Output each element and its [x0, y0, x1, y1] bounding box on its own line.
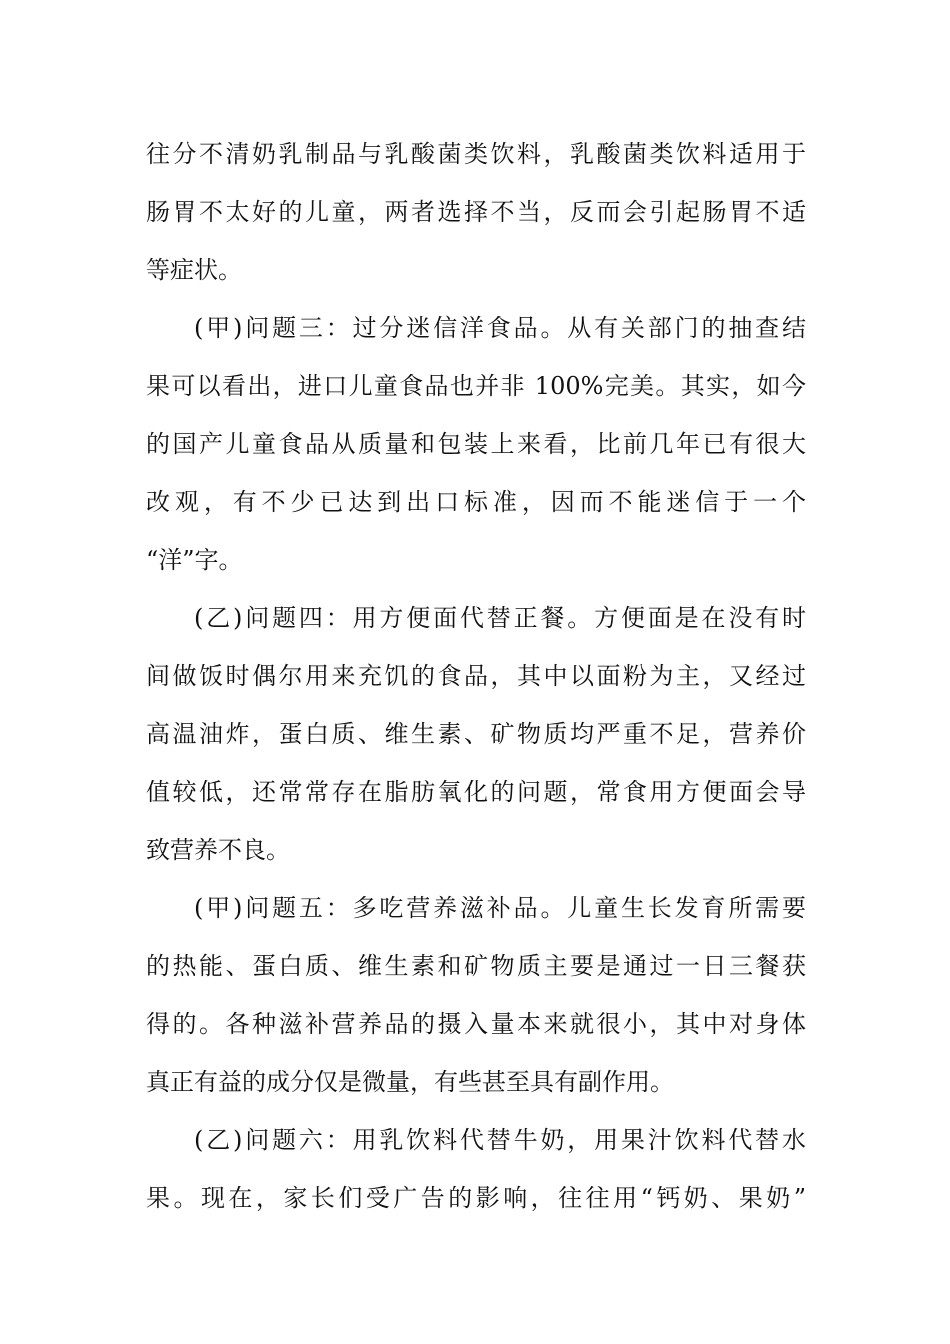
text-line: 肠胃不太好的儿童，两者选择不当，反而会引起肠胃不适: [146, 198, 806, 226]
text-line: 得的。各种滋补营养品的摄入量本来就很小，其中对身体: [146, 1010, 806, 1038]
paragraph-first-line: (甲)问题五：多吃营养滋补品。儿童生长发育所需要: [194, 894, 806, 922]
paragraph-first-line: (甲)问题三：过分迷信洋食品。从有关部门的抽查结: [194, 314, 806, 342]
document-body: [146, 125, 806, 1227]
paragraph-first-line: (乙)问题四：用方便面代替正餐。方便面是在没有时: [194, 604, 806, 632]
text-line: 致营养不良。: [146, 836, 290, 864]
text-line: 的热能、蛋白质、维生素和矿物质主要是通过一日三餐获: [146, 952, 806, 980]
text-line: 值较低，还常常存在脂肪氧化的问题，常食用方便面会导: [146, 778, 806, 806]
text-line: 的国产儿童食品从质量和包装上来看，比前几年已有很大: [146, 430, 806, 458]
text-line: 间做饭时偶尔用来充饥的食品，其中以面粉为主，又经过: [146, 662, 806, 690]
text-line: 果可以看出，进口儿童食品也并非 100%完美。其实，如今: [146, 372, 806, 400]
paragraph-first-line: (乙)问题六：用乳饮料代替牛奶，用果汁饮料代替水: [194, 1126, 806, 1154]
text-line: 往分不清奶乳制品与乳酸菌类饮料，乳酸菌类饮料适用于: [146, 140, 806, 168]
text-line: 果。现在，家长们受广告的影响，往往用“钙奶、果奶”: [146, 1184, 806, 1212]
text-line: 改观，有不少已达到出口标准，因而不能迷信于一个: [146, 488, 806, 516]
text-line: 等症状。: [146, 256, 242, 284]
text-line: “洋”字。: [146, 546, 243, 574]
text-line: 真正有益的成分仅是微量，有些甚至具有副作用。: [146, 1068, 674, 1096]
text-line: 高温油炸，蛋白质、维生素、矿物质均严重不足，营养价: [146, 720, 806, 748]
